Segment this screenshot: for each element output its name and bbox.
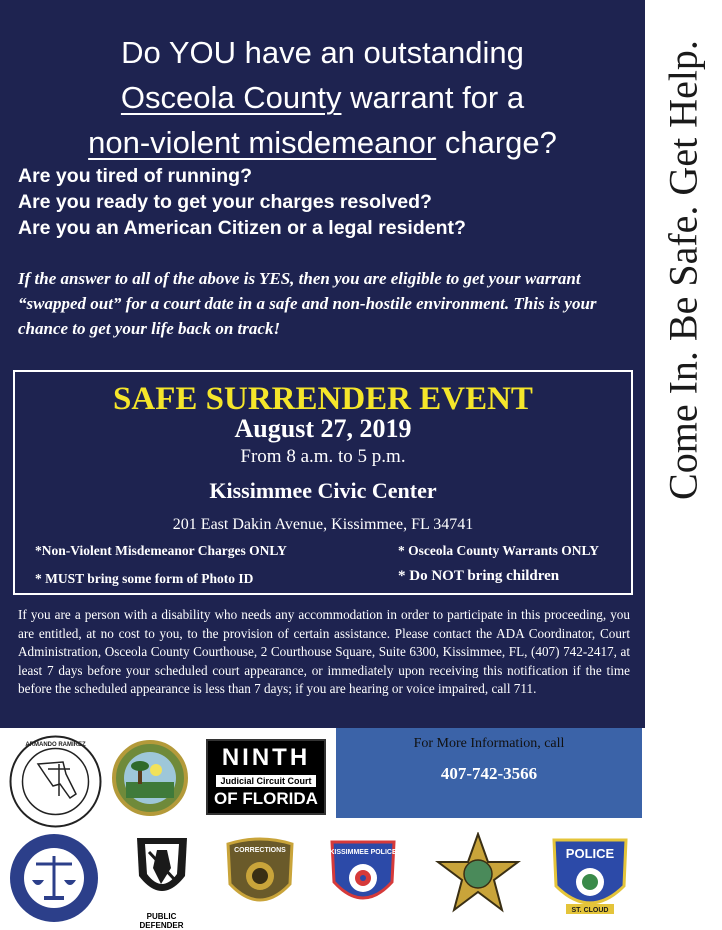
info-box	[336, 728, 642, 818]
question-item: Are you tired of running?	[18, 165, 252, 187]
st-cloud-police-label: POLICE	[565, 846, 615, 861]
public-defender-label: PUBLIC DEFENDER	[139, 912, 184, 930]
st-cloud-police-logo	[548, 834, 632, 922]
event-note: * Osceola County Warrants ONLY	[398, 543, 600, 558]
question-item: Are you an American Citizen or a legal resident?	[18, 217, 466, 239]
headline-line-3	[0, 120, 645, 165]
osceola-county-seal-logo	[112, 732, 188, 824]
headline	[0, 30, 645, 165]
event-note: * Do NOT bring children	[398, 568, 560, 584]
event-address: 201 East Dakin Avenue, Kissimmee, FL 34741	[172, 516, 474, 533]
sheriff-star-logo	[430, 832, 526, 918]
headline-line-3-rest: charge?	[436, 125, 557, 160]
ninth-logo-text: NINTH	[221, 744, 311, 771]
event-time: From 8 a.m. to 5 p.m.	[240, 446, 406, 467]
state-attorney-seal-logo	[8, 832, 100, 924]
side-slogan: Come In. Be Safe. Get Help.	[660, 40, 706, 500]
event-note: *Non-Violent Misdemeanor Charges ONLY	[35, 543, 287, 558]
info-label: For More Information, call	[413, 736, 565, 751]
ninth-logo-subtext: Judicial Circuit Court	[216, 775, 315, 787]
corrections-label: CORRECTIONS	[234, 847, 286, 854]
question-item: Are you ready to get your charges resolved?	[18, 191, 432, 213]
event-venue: Kissimmee Civic Center	[209, 478, 437, 503]
event-title: SAFE SURRENDER EVENT	[113, 381, 533, 417]
headline-charge-type: non-violent misdemeanor	[88, 125, 437, 160]
kissimmee-police-label: KISSIMMEE POLICE	[329, 849, 397, 856]
public-defender-logo	[127, 832, 197, 910]
corrections-badge-logo	[220, 834, 300, 916]
kissimmee-police-logo	[326, 834, 400, 916]
question-list	[18, 163, 466, 241]
ninth-logo-state: OF FLORIDA	[214, 789, 318, 808]
event-note: * MUST bring some form of Photo ID	[35, 571, 254, 586]
event-date: August 27, 2019	[234, 414, 412, 443]
headline-line-2	[0, 75, 645, 120]
st-cloud-label: ST. CLOUD	[571, 907, 609, 914]
ninth-circuit-logo	[206, 739, 326, 815]
headline-line-2-rest: warrant for a	[341, 80, 525, 115]
headline-line-1: Do YOU have an outstanding	[121, 35, 524, 70]
ada-disclaimer: If you are a person with a disability who needs any accommodation in order to participate in this proceeding, you are entitled, at no cost to you, to the provision of certain assistance. Please contact the ADA Coordinator, Court Administration, Osceola County Courthouse, 2 Courthouse Square, Suite 6300, Kissimmee, FL, (407) 742-2417, at least 7 days before your scheduled court appearance, or immediately upon receiving this notification if the time before the scheduled appearance is less than 7 days; if you are hearing or voice impaired, call 711.	[18, 607, 630, 697]
eligibility-paragraph: If the answer to all of the above is YES, then you are eligible to get your warrant “swapped out” for a court date in a safe and non-hostile environment. This is your chance to get your life back on track!	[18, 269, 597, 338]
event-box	[13, 370, 633, 595]
clerk-seal-logo	[8, 734, 103, 829]
headline-county: Osceola County	[120, 80, 342, 115]
info-phone[interactable]: 407-742-3566	[440, 764, 538, 783]
clerk-seal-name: ARMANDO RAMIREZ	[25, 742, 86, 748]
